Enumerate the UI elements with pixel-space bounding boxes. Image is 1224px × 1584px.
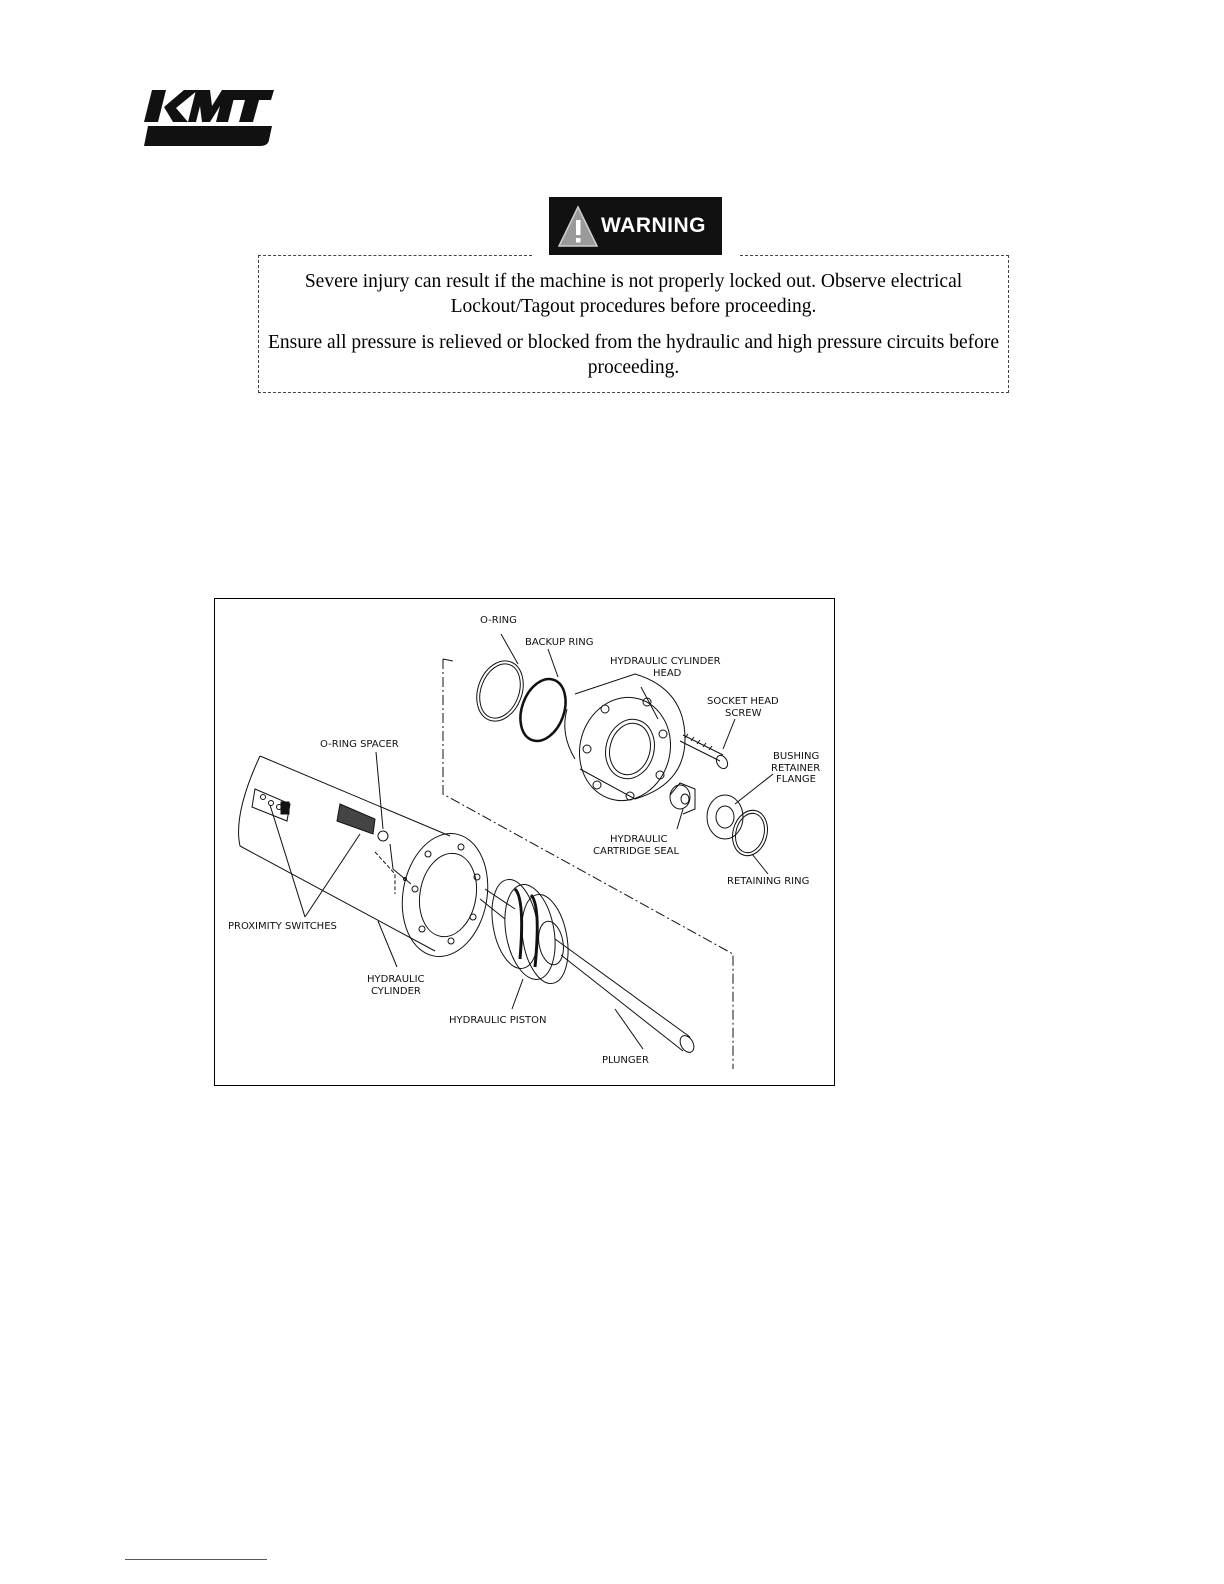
label-plunger: PLUNGER [602, 1055, 649, 1066]
label-retaining-ring: RETAINING RING [727, 876, 810, 887]
label-hydraulic-cylinder-1: HYDRAULIC [367, 974, 425, 985]
warning-badge [549, 197, 722, 255]
label-cartridge-seal-1: HYDRAULIC [610, 834, 668, 845]
label-cartridge-seal-2: CARTRIDGE SEAL [593, 846, 680, 857]
label-backup-ring: BACKUP RING [525, 637, 594, 648]
label-socket-head-2: SCREW [725, 708, 762, 719]
label-bushing-2: RETAINER [771, 763, 821, 774]
warning-triangle-icon [557, 204, 599, 248]
label-cylinder-head-2: HEAD [653, 668, 682, 679]
label-proximity-switches: PROXIMITY SWITCHES [228, 921, 337, 932]
label-hydraulic-cylinder-2: CYLINDER [371, 986, 421, 997]
exploded-view-figure [214, 598, 835, 1086]
warning-paragraph-pressure: Ensure all pressure is relieved or blocked from the hydraulic and high pressure circuits before proceeding. [268, 332, 999, 378]
warning-paragraph-lockout: Severe injury can result if the machine is not properly locked out. Observe electrical Lockout/Tagout procedures before proceeding. [304, 271, 963, 317]
label-socket-head-1: SOCKET HEAD [707, 696, 779, 707]
kmt-logo [140, 80, 280, 152]
footer-rule [125, 1559, 267, 1560]
label-o-ring: O-RING [480, 615, 517, 626]
label-bushing-1: BUSHING [773, 751, 820, 762]
label-cylinder-head-1: HYDRAULIC CYLINDER [610, 656, 721, 667]
hydraulic-assembly-diagram [215, 599, 836, 1087]
warning-box [258, 255, 1009, 393]
label-bushing-3: FLANGE [776, 774, 816, 785]
label-o-ring-spacer: O-RING SPACER [320, 739, 399, 750]
label-hydraulic-piston: HYDRAULIC PISTON [449, 1015, 547, 1026]
warning-label: WARNING [601, 214, 706, 237]
